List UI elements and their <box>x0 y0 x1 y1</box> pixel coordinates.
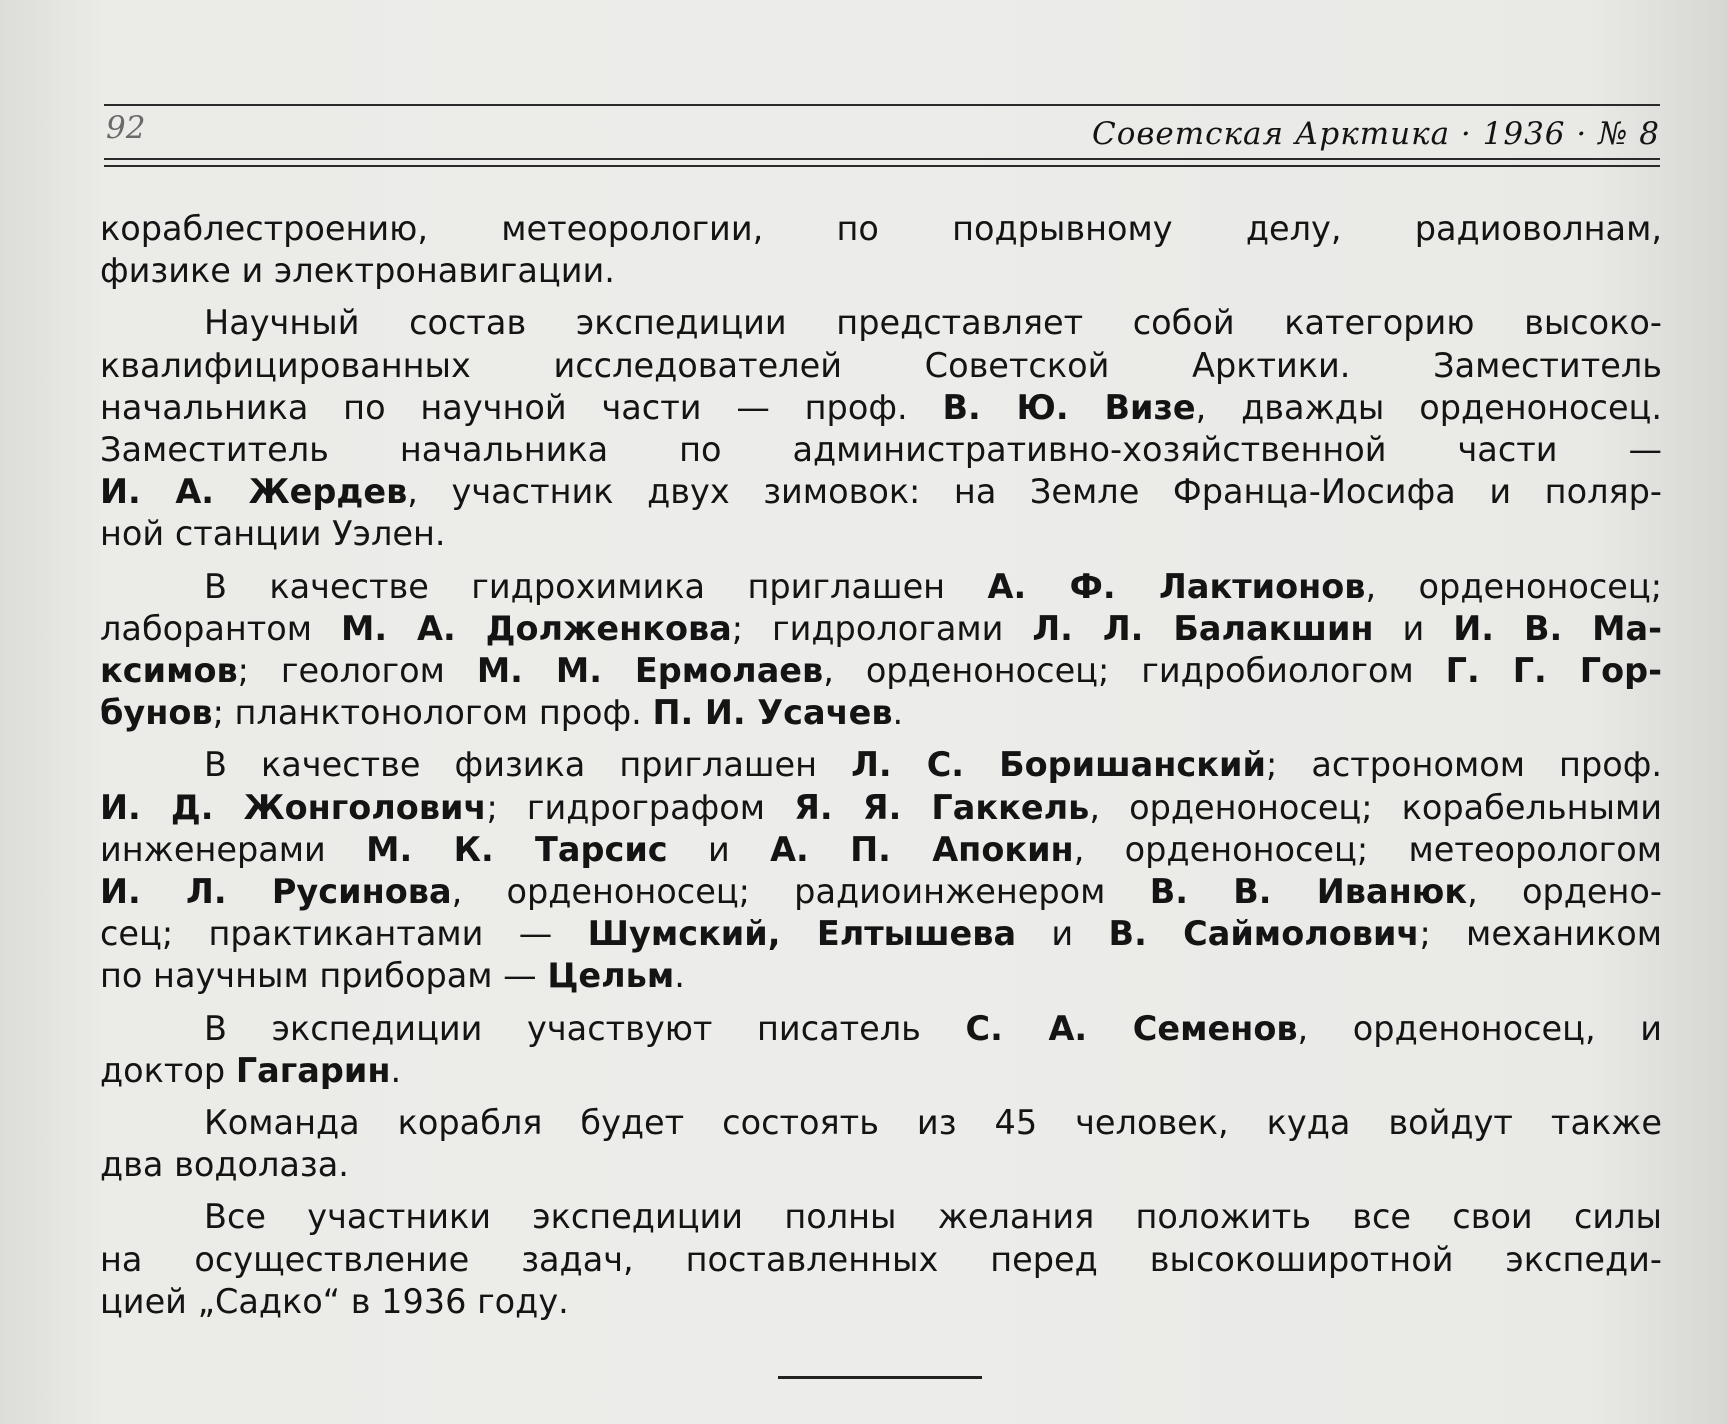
text-run: кораблестроению, метеорологии, по подрывному делу, радиоволнам, <box>100 209 1662 248</box>
text-run: инженерами <box>100 829 367 869</box>
paragraph <box>100 1102 1662 1186</box>
page-header <box>104 110 1660 156</box>
text-line <box>100 513 1662 555</box>
text-line <box>100 1050 1662 1092</box>
paragraph <box>100 208 1662 292</box>
text-run: физике и электронавигации. <box>100 251 615 291</box>
text-run: Все участники экспедиции полны желания положить все свои силы <box>204 1197 1662 1237</box>
page-number: 92 <box>106 110 146 146</box>
text-run: лаборантом <box>100 608 342 648</box>
header-top-rule <box>104 104 1660 106</box>
text-run: ; механиком <box>1419 914 1662 954</box>
text-run: . <box>674 956 685 996</box>
text-run: ; гидрологами <box>731 608 1033 648</box>
person-name: А. Ф. Лактионов <box>987 566 1366 606</box>
paragraph-gap <box>100 998 1662 1008</box>
text-line <box>100 1239 1662 1281</box>
paragraph-gap <box>100 1186 1662 1196</box>
person-name: Г. Г. Гор- <box>1445 651 1662 691</box>
end-of-article-rule <box>778 1376 982 1379</box>
text-line <box>100 871 1662 913</box>
text-line <box>100 345 1662 387</box>
text-line <box>100 787 1662 829</box>
person-name: И. Л. Русинова <box>100 872 452 912</box>
text-run: , орденоносец; радиоинженером <box>451 872 1150 912</box>
text-run: Заместитель начальника по административно-хозяйственной части — <box>100 430 1662 470</box>
person-name: И. В. Ма- <box>1453 608 1663 648</box>
paragraph <box>100 302 1662 555</box>
text-line <box>100 913 1662 955</box>
person-name: Шумский, Елтышева <box>587 914 1017 954</box>
text-run: Команда корабля будет состоять из 45 человек, куда войдут также <box>204 1103 1662 1143</box>
text-run: по научным приборам — <box>100 956 548 996</box>
text-run: ; гидрографом <box>486 787 795 827</box>
text-run: . <box>892 693 904 733</box>
text-run: ; планктонологом проф. <box>212 693 653 733</box>
text-line <box>100 1196 1662 1238</box>
text-run: В экспедиции участвуют писатель <box>204 1008 966 1048</box>
text-run: , дважды орденоносец. <box>1195 387 1663 427</box>
text-run: и <box>1016 914 1109 954</box>
text-run: , участник двух зимовок: на Земле Франца-Иосифа и поляр- <box>407 472 1662 512</box>
person-name: М. К. Тарсис <box>366 829 668 869</box>
text-line <box>100 387 1662 429</box>
text-run: два водолаза. <box>100 1145 349 1185</box>
text-line <box>100 829 1662 871</box>
text-line <box>100 1281 1662 1323</box>
text-line <box>100 608 1662 650</box>
text-run: и <box>1373 608 1454 648</box>
person-name: П. И. Усачев <box>652 693 893 733</box>
paragraph-gap <box>100 292 1662 302</box>
header-bottom-rule <box>104 158 1660 167</box>
person-name: бунов <box>100 693 213 733</box>
person-name: Л. С. Боришанский <box>851 745 1266 785</box>
text-run: на осуществление задач, поставленных перед высокоширотной экспеди- <box>100 1239 1662 1279</box>
person-name: В. Саймолович <box>1108 914 1420 954</box>
text-run: доктор <box>100 1050 236 1090</box>
paragraph <box>100 744 1662 997</box>
text-line <box>100 471 1662 513</box>
person-name: М. М. Ермолаев <box>476 651 824 691</box>
text-line <box>100 650 1662 692</box>
text-run: и <box>667 829 771 869</box>
text-line <box>100 208 1662 250</box>
person-name: Гагарин <box>235 1050 391 1090</box>
text-line <box>100 1008 1662 1050</box>
text-line <box>100 302 1662 344</box>
text-run: начальника по научной части — проф. <box>100 387 943 427</box>
text-run: Научный состав экспедиции представляет собой категорию высоко- <box>204 303 1662 343</box>
text-run: В качестве гидрохимика приглашен <box>204 566 988 606</box>
text-line <box>100 1144 1662 1186</box>
paragraph-gap <box>100 734 1662 744</box>
text-line <box>100 250 1662 292</box>
text-run: ; астрономом проф. <box>1265 745 1663 785</box>
text-run: В качестве физика приглашен <box>204 745 852 785</box>
person-name: С. А. Семенов <box>965 1008 1298 1048</box>
paragraph <box>100 566 1662 735</box>
person-name: И. А. Жердев <box>100 472 408 512</box>
text-line <box>100 744 1662 786</box>
text-line <box>100 429 1662 471</box>
text-run: , орденоносец; корабельными <box>1089 787 1662 827</box>
article-body <box>100 208 1662 1323</box>
text-line <box>100 955 1662 997</box>
text-run: . <box>390 1050 402 1090</box>
person-name: Я. Я. Гаккель <box>794 787 1090 827</box>
text-run: , орденоносец; <box>1365 566 1663 606</box>
person-name: А. П. Апокин <box>770 829 1074 869</box>
text-run: , орденоносец, и <box>1297 1008 1663 1048</box>
text-run: ; геологом <box>237 651 477 691</box>
person-name: В. В. Иванюк <box>1149 872 1468 912</box>
text-line <box>100 566 1662 608</box>
text-run: , ордено- <box>1467 872 1662 912</box>
text-run: , орденоносец; метеорологом <box>1073 829 1662 869</box>
text-line <box>100 692 1662 734</box>
paragraph <box>100 1196 1662 1323</box>
person-name: И. Д. Жонголович <box>100 787 487 827</box>
person-name: Цельм <box>547 956 675 996</box>
paragraph-gap <box>100 556 1662 566</box>
running-title: Советская Арктика · 1936 · № 8 <box>1091 116 1660 152</box>
text-run: квалифицированных исследователей Советской Арктики. Заместитель <box>100 345 1662 385</box>
text-run: ной станции Уэлен. <box>100 514 446 554</box>
text-run: сец; практикантами — <box>100 914 588 954</box>
text-line <box>100 1102 1662 1144</box>
person-name: ксимов <box>100 651 238 691</box>
text-run: цией „Садко“ в 1936 году. <box>100 1281 569 1321</box>
person-name: В. Ю. Визе <box>942 387 1196 427</box>
text-run: , орденоносец; гидробиологом <box>823 651 1446 691</box>
person-name: Л. Л. Балакшин <box>1032 608 1374 648</box>
person-name: М. А. Долженкова <box>341 608 732 648</box>
paragraph <box>100 1008 1662 1092</box>
paragraph-gap <box>100 1092 1662 1102</box>
